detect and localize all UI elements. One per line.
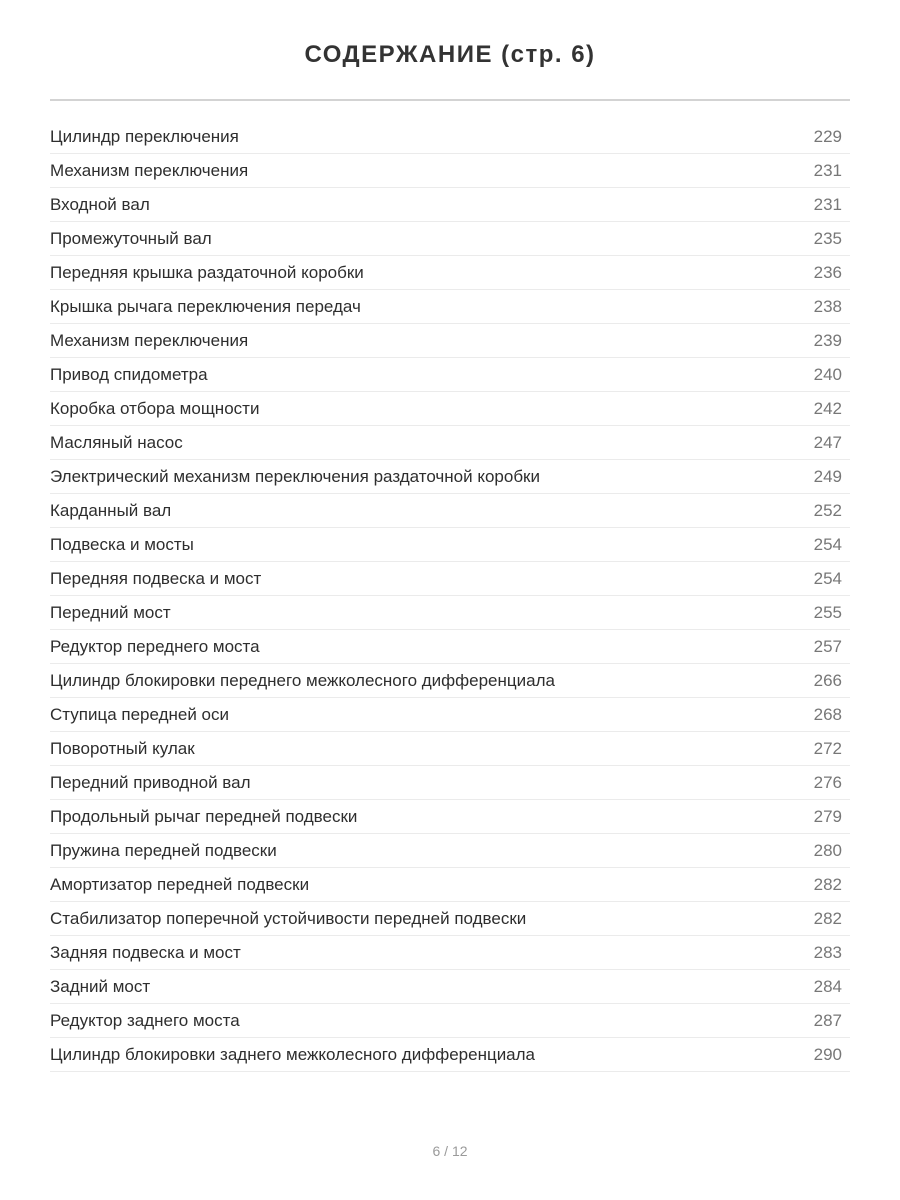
toc-entry-page: 252 xyxy=(813,500,842,520)
toc-entry[interactable] xyxy=(50,1038,850,1072)
toc-entry-page: 282 xyxy=(813,874,842,894)
toc-entry-page: 257 xyxy=(813,636,842,656)
toc-entry-page: 254 xyxy=(813,568,842,588)
toc-entry-title: Редуктор переднего моста xyxy=(50,636,260,656)
toc-entry[interactable] xyxy=(50,834,850,868)
toc-entry-page: 272 xyxy=(813,738,842,758)
toc-entry-page: 284 xyxy=(813,976,842,996)
toc-entry[interactable] xyxy=(50,460,850,494)
toc-entry[interactable] xyxy=(50,732,850,766)
toc-entry-page: 280 xyxy=(813,840,842,860)
toc-entry-title: Стабилизатор поперечной устойчивости передней подвески xyxy=(50,908,527,928)
toc-entry-page: 235 xyxy=(813,228,842,248)
toc-entry-page: 240 xyxy=(813,364,842,384)
toc-entry-title: Механизм переключения xyxy=(50,160,249,180)
page-indicator: 6 / 12 xyxy=(432,1143,468,1159)
toc-entry-title: Задний мост xyxy=(50,976,151,996)
toc-entry-title: Передняя подвеска и мост xyxy=(50,568,262,588)
toc-entry-page: 239 xyxy=(813,330,842,350)
toc-entry[interactable] xyxy=(50,188,850,222)
toc-entry-title: Цилиндр блокировки переднего межколесного дифференциала xyxy=(50,670,555,690)
toc-entry-page: 254 xyxy=(813,534,842,554)
toc-entry-title: Механизм переключения xyxy=(50,330,249,350)
toc-entry-page: 247 xyxy=(813,432,842,452)
toc-entry-page: 238 xyxy=(813,296,842,316)
toc-entry-page: 266 xyxy=(813,670,842,690)
toc-entry[interactable] xyxy=(50,290,850,324)
toc-entry-title: Карданный вал xyxy=(50,500,172,520)
toc-entry[interactable] xyxy=(50,562,850,596)
toc-entry-page: 255 xyxy=(813,602,842,622)
page-title: СОДЕРЖАНИЕ (стр. 6) xyxy=(304,41,596,68)
toc-entry-page: 229 xyxy=(813,126,842,146)
toc-entry-page: 290 xyxy=(813,1044,842,1064)
toc-entry-title: Пружина передней подвески xyxy=(50,840,277,860)
toc-entry-title: Подвеска и мосты xyxy=(50,534,194,554)
toc-entry-title: Входной вал xyxy=(50,194,150,214)
toc-entry-page: 283 xyxy=(813,942,842,962)
toc-entry-title: Масляный насос xyxy=(50,432,183,452)
toc-entry-title: Редуктор заднего моста xyxy=(50,1010,240,1030)
toc-entry-title: Ступица передней оси xyxy=(50,704,229,724)
toc-entry[interactable] xyxy=(50,800,850,834)
toc-entry[interactable] xyxy=(50,664,850,698)
toc-entry-title: Поворотный кулак xyxy=(50,738,195,758)
title-divider xyxy=(50,99,850,101)
toc-entry[interactable] xyxy=(50,970,850,1004)
toc-entry-page: 282 xyxy=(813,908,842,928)
toc-entry[interactable] xyxy=(50,698,850,732)
toc-entry-page: 236 xyxy=(813,262,842,282)
toc-entry[interactable] xyxy=(50,222,850,256)
toc-entry-page: 231 xyxy=(813,160,842,180)
toc-entry-title: Передний мост xyxy=(50,602,171,622)
toc-entry-page: 276 xyxy=(813,772,842,792)
toc-entry[interactable] xyxy=(50,392,850,426)
toc-entry[interactable] xyxy=(50,358,850,392)
toc-entry[interactable] xyxy=(50,1004,850,1038)
toc-entry[interactable] xyxy=(50,766,850,800)
toc-entry[interactable] xyxy=(50,154,850,188)
toc-entry[interactable] xyxy=(50,120,850,154)
toc-entry-title: Промежуточный вал xyxy=(50,228,212,248)
toc-entry-title: Электрический механизм переключения раздаточной коробки xyxy=(50,466,540,486)
toc-entry[interactable] xyxy=(50,494,850,528)
toc-entry-page: 287 xyxy=(813,1010,842,1030)
toc-entry-title: Привод спидометра xyxy=(50,364,208,384)
toc-entry-title: Передняя крышка раздаточной коробки xyxy=(50,262,364,282)
toc-entry-page: 279 xyxy=(813,806,842,826)
toc-entry[interactable] xyxy=(50,902,850,936)
toc-entry-title: Передний приводной вал xyxy=(50,772,251,792)
toc-entry[interactable] xyxy=(50,528,850,562)
toc-entry[interactable] xyxy=(50,868,850,902)
toc-entry-title: Крышка рычага переключения передач xyxy=(50,296,361,316)
toc-entry[interactable] xyxy=(50,596,850,630)
toc-entry[interactable] xyxy=(50,324,850,358)
toc-entry-page: 231 xyxy=(813,194,842,214)
toc-entry-title: Цилиндр переключения xyxy=(50,126,239,146)
toc-entry[interactable] xyxy=(50,936,850,970)
toc-entry-page: 242 xyxy=(813,398,842,418)
toc-entry-title: Коробка отбора мощности xyxy=(50,398,260,418)
toc-entry-title: Продольный рычаг передней подвески xyxy=(50,806,358,826)
toc-entry-title: Цилиндр блокировки заднего межколесного дифференциала xyxy=(50,1044,536,1064)
toc-entry[interactable] xyxy=(50,256,850,290)
table-of-contents xyxy=(50,120,850,1072)
toc-entry-title: Амортизатор передней подвески xyxy=(50,874,310,894)
toc-entry-title: Задняя подвеска и мост xyxy=(50,942,241,962)
toc-entry-page: 268 xyxy=(813,704,842,724)
toc-entry-page: 249 xyxy=(813,466,842,486)
toc-entry[interactable] xyxy=(50,426,850,460)
toc-entry[interactable] xyxy=(50,630,850,664)
